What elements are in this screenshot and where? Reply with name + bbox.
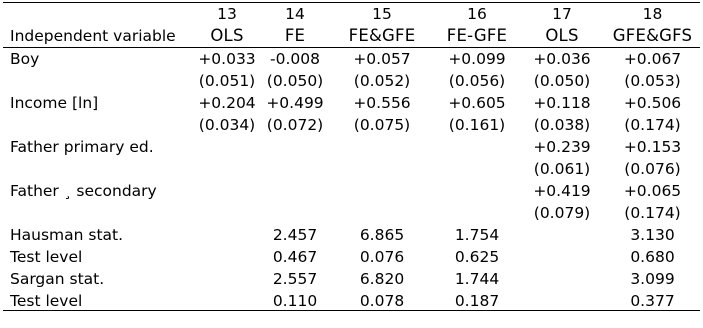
table-cell: 0.377 <box>630 292 675 310</box>
table-cell: +0.153 <box>623 138 682 156</box>
table-cell: +0.204 <box>198 94 256 112</box>
table-row <box>0 290 703 312</box>
table-cell: (0.038) <box>533 116 591 134</box>
header-number-row <box>0 3 703 25</box>
column-number-14: 14 <box>285 5 305 23</box>
table-cell: (0.050) <box>533 72 591 90</box>
column-name-14: FE <box>284 26 306 45</box>
table-cell: +0.506 <box>623 94 682 112</box>
table-cell: 6.820 <box>359 270 405 288</box>
table-row <box>0 246 703 268</box>
column-name-15: FE&GFE <box>348 26 416 45</box>
table-cell: 2.457 <box>272 226 318 244</box>
header-name-row <box>0 25 703 47</box>
table-row <box>0 48 703 70</box>
row-label: Hausman stat. <box>10 226 124 244</box>
table-row <box>0 180 703 202</box>
table-cell: 0.078 <box>359 292 405 310</box>
table-row <box>0 114 703 136</box>
row-label: Father ¸ secondary <box>10 182 157 200</box>
table-row <box>0 70 703 92</box>
column-number-15: 15 <box>372 5 392 23</box>
table-cell: (0.174) <box>624 116 681 134</box>
column-name-16: FE-GFE <box>446 26 508 45</box>
table-row <box>0 224 703 246</box>
table-cell: +0.118 <box>533 94 591 112</box>
table-cell: (0.051) <box>198 72 256 90</box>
table-cell: 0.076 <box>359 248 405 266</box>
table-cell: +0.099 <box>448 50 506 68</box>
table-cell: 3.130 <box>630 226 675 244</box>
table-cell: +0.419 <box>533 182 591 200</box>
table-row <box>0 158 703 180</box>
table-cell: 3.099 <box>630 270 675 288</box>
row-label: Sargan stat. <box>10 270 105 288</box>
table-cell: +0.605 <box>448 94 506 112</box>
table-cell: +0.067 <box>623 50 682 68</box>
table-cell: (0.161) <box>448 116 506 134</box>
table-cell: +0.499 <box>266 94 324 112</box>
row-label: Income [ln] <box>10 94 99 112</box>
table-cell: (0.079) <box>533 204 591 222</box>
table-cell: (0.061) <box>533 160 591 178</box>
table-cell: 0.110 <box>272 292 318 310</box>
table-cell: 2.557 <box>272 270 318 288</box>
table-cell: (0.052) <box>353 72 411 90</box>
table-row <box>0 268 703 290</box>
table-cell: +0.033 <box>198 50 256 68</box>
row-label: Test level <box>10 292 83 310</box>
bottom-rule <box>3 310 700 311</box>
table-cell: +0.239 <box>533 138 591 156</box>
table-cell: 0.187 <box>454 292 500 310</box>
table-cell: +0.036 <box>533 50 591 68</box>
table-cell: -0.008 <box>270 50 320 68</box>
column-number-16: 16 <box>467 5 487 23</box>
table-cell: 0.680 <box>630 248 675 266</box>
table-cell: 0.625 <box>454 248 500 266</box>
table-cell: +0.065 <box>623 182 682 200</box>
table-cell: (0.034) <box>198 116 256 134</box>
table-cell: +0.556 <box>353 94 411 112</box>
table-cell: (0.053) <box>624 72 681 90</box>
table-cell: 0.467 <box>272 248 318 266</box>
column-number-17: 17 <box>552 5 572 23</box>
row-label: Test level <box>10 248 83 266</box>
column-name-13: OLS <box>210 26 244 45</box>
column-number-13: 13 <box>217 5 237 23</box>
table-cell: (0.076) <box>624 160 681 178</box>
table-cell: 1.744 <box>454 270 500 288</box>
row-label: Boy <box>10 50 40 68</box>
table-row <box>0 202 703 224</box>
table-cell: +0.057 <box>353 50 411 68</box>
column-number-18: 18 <box>642 5 663 23</box>
first-column-header: Independent variable <box>10 27 176 45</box>
table-cell: (0.075) <box>353 116 411 134</box>
table-cell: 6.865 <box>359 226 405 244</box>
table-cell: (0.050) <box>266 72 324 90</box>
table-row <box>0 136 703 158</box>
table-cell: (0.072) <box>266 116 324 134</box>
column-name-17: OLS <box>545 26 579 45</box>
table-cell: (0.056) <box>448 72 506 90</box>
column-name-18: GFE&GFS <box>612 26 693 45</box>
table-cell: 1.754 <box>454 226 500 244</box>
table-cell: (0.174) <box>624 204 681 222</box>
table-row <box>0 92 703 114</box>
row-label: Father primary ed. <box>10 138 154 156</box>
